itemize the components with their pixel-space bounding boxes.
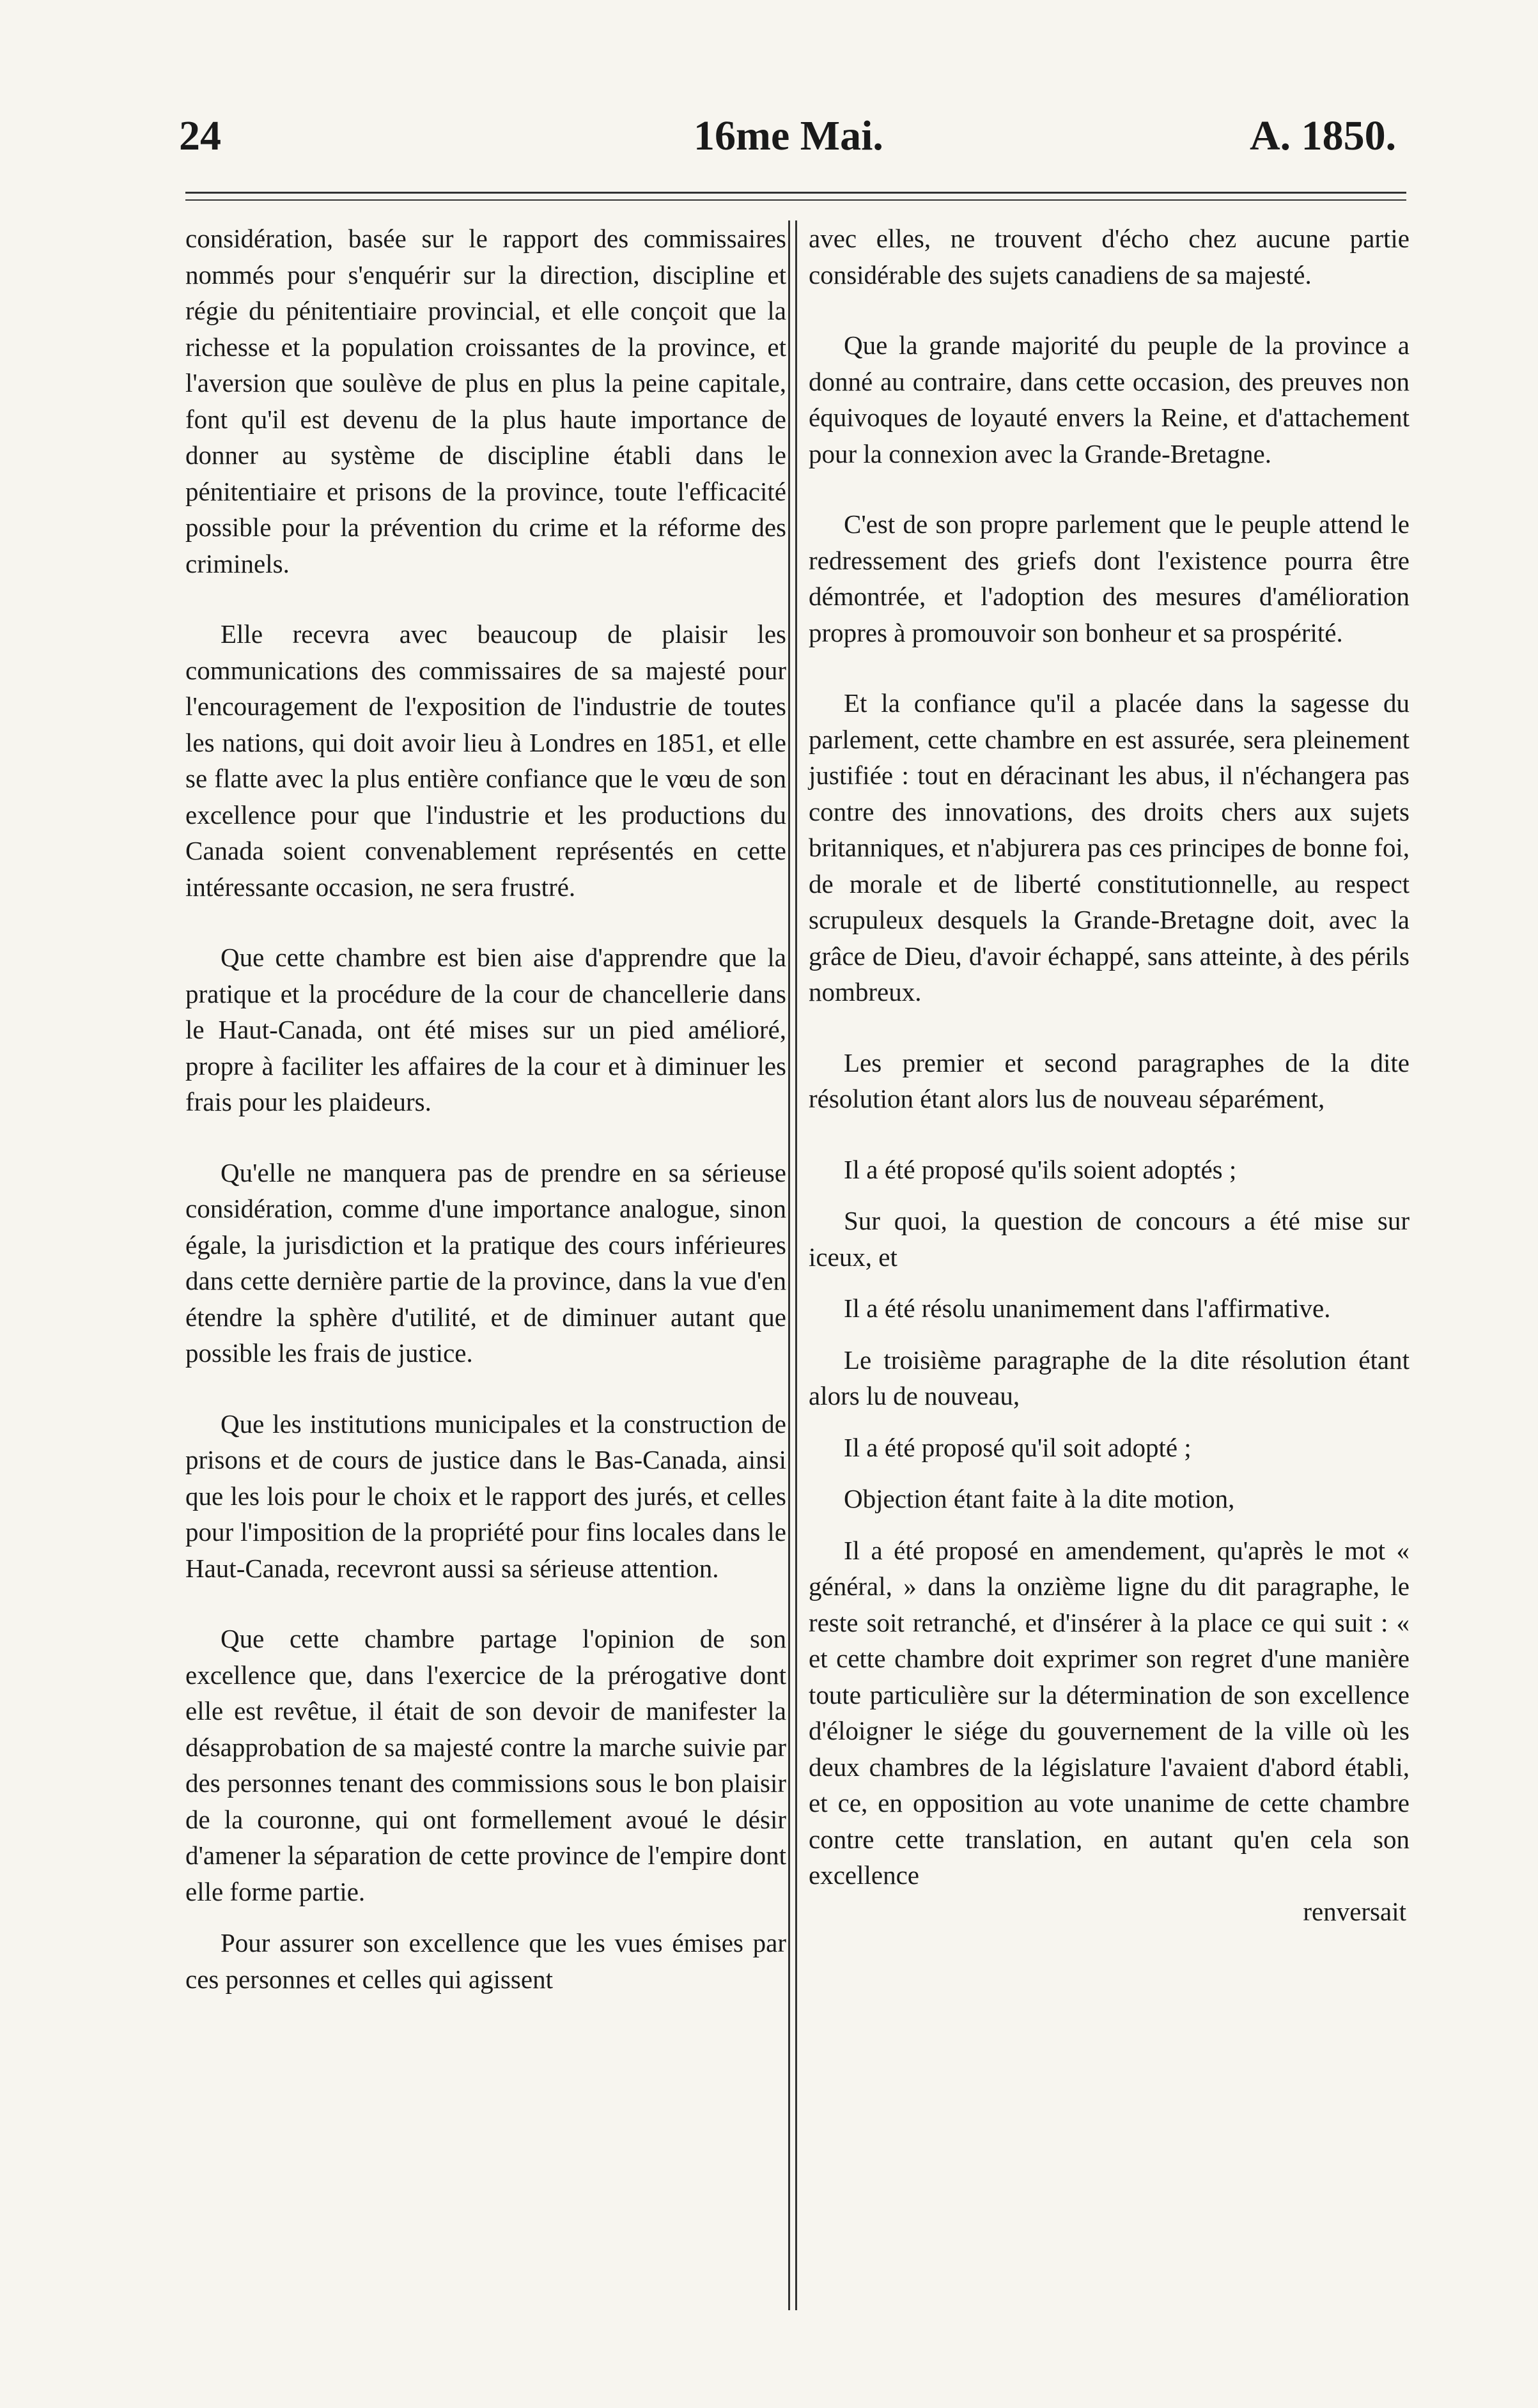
paragraph: Et la confiance qu'il a placée dans la sagesse du parlement, cette chambre en est assurée, sera pleinement justifiée : tout en déracinant les abus, il n'échangera pas contre des innovations, des droits chers aux sujets britanniques, et n'abjurera pas ces principes de bonne foi, de morale et de liberté constitutionnelle, au respect scrupuleux desquels la Grande-Bretagne doit, avec la grâce de Dieu, d'avoir échappé, sans atteinte, à des périls nombreux. xyxy=(809,688,1410,1007)
paragraph: Que la grande majorité du peuple de la province a donné au contraire, dans cette occasion, des preuves non équivoques de loyauté envers la Reine, et d'attachement pour la connexion avec la Grande-Bretagne. xyxy=(809,330,1410,468)
paragraph: C'est de son propre parlement que le peuple attend le redressement des griefs dont l'existence pourra être démontrée, et l'adoption des mesures d'amélioration propres à promouvoir son bonheur et sa prospérité. xyxy=(809,509,1410,647)
header-year: A. 1850. xyxy=(1250,112,1397,159)
paragraph: Objection étant faite à la dite motion, xyxy=(844,1484,1235,1513)
catchword: renversait xyxy=(1303,1896,1406,1926)
paragraph: Il a été proposé en amendement, qu'après le mot « général, » dans la onzième ligne du dit paragraphe, le reste soit retranché, et d'insérer à la place ce qui suit : « et cette chambre doit exprimer son regret d'une manière toute particulière sur la détermination de son excellence d'éloigner le siége du gouvernement de la ville où les deux chambres de la législature l'avaient d'abord établi, et ce, en opposition au vote unanime de cette chambre contre cette translation, en autant qu'en cela son excellence xyxy=(809,1535,1410,1890)
paragraph: avec elles, ne trouvent d'écho chez aucune partie considérable des sujets canadiens de sa majesté. xyxy=(809,224,1410,289)
header-rule-bottom xyxy=(185,199,1406,201)
paragraph: Les premier et second paragraphes de la dite résolution étant alors lus de nouveau séparément, xyxy=(809,1047,1410,1113)
paragraph: Il a été résolu unanimement dans l'affirmative. xyxy=(844,1293,1331,1323)
paragraph: Le troisième paragraphe de la dite résolution étant alors lu de nouveau, xyxy=(809,1345,1410,1410)
header-date: 16me Mai. xyxy=(694,112,883,159)
column-divider xyxy=(788,220,797,2310)
paragraph: Que les institutions municipales et la construction de prisons et de cours de justice dans le Bas-Canada, ainsi que les lois pour le choix et le rapport des jurés, et celles pour l'imposition de la propriété pour fins locales dans le Haut-Canada, recevront aussi sa sérieuse attention. xyxy=(185,1409,786,1583)
paragraph: Qu'elle ne manquera pas de prendre en sa sérieuse considération, comme d'une importance analogue, sinon égale, la jurisdiction et la pratique des cours inférieures dans cette dernière partie de la province, dans la vue d'en étendre la sphère d'utilité, et de diminuer autant que possible les frais de justice. xyxy=(185,1157,786,1368)
paragraph: Sur quoi, la question de concours a été mise sur iceux, et xyxy=(809,1206,1410,1272)
paragraph: Il a été proposé qu'ils soient adoptés ; xyxy=(844,1154,1237,1184)
paragraph: Elle recevra avec beaucoup de plaisir les communications des commissaires de sa majesté pour l'encouragement de l'exposition de l'industrie de toutes les nations, qui doit avoir lieu à Londres en 1851, et elle se flatte avec la plus entière confiance que le vœu de son excellence pour que l'industrie et les productions du Canada soient convenablement représentés en cette intéressante occasion, ne sera frustré. xyxy=(185,619,786,902)
paragraph: Que cette chambre partage l'opinion de son excellence que, dans l'exercice de la prérogative dont elle est revêtue, il était de son devoir de manifester la désapprobation de sa majesté contre la marche suivie par des personnes tenant des commissions sous le bon plaisir de la couronne, qui ont formellement avoué le désir d'amener la séparation de cette province de l'empire dont elle forme partie. xyxy=(185,1624,786,1906)
right-column xyxy=(809,220,1410,1929)
page-number: 24 xyxy=(179,112,221,159)
paragraph: Que cette chambre est bien aise d'apprendre que la pratique et la procédure de la cour de chancellerie dans le Haut-Canada, ont été mises sur un pied amélioré, propre à faciliter les affaires de la cour et à diminuer les frais pour les plaideurs. xyxy=(185,943,786,1116)
paragraph: Pour assurer son excellence que les vues émises par ces personnes et celles qui agissent xyxy=(185,1928,786,1994)
paragraph: Il a été proposé qu'il soit adopté ; xyxy=(844,1432,1192,1462)
header-rule-top xyxy=(185,192,1406,194)
page-header xyxy=(0,112,1538,169)
left-column xyxy=(185,220,786,1997)
paragraph: considération, basée sur le rapport des commissaires nommés pour s'enquérir sur la direction, discipline et régie du pénitentiaire provincial, et elle conçoit que la richesse et la population croissantes de la province, et l'aversion que soulève de plus en plus la peine capitale, font qu'il est devenu de la plus haute importance de donner au système de discipline établi dans le pénitentiaire et prisons de la province, toute l'efficacité possible pour la prévention du crime et la réforme des criminels. xyxy=(185,224,786,578)
